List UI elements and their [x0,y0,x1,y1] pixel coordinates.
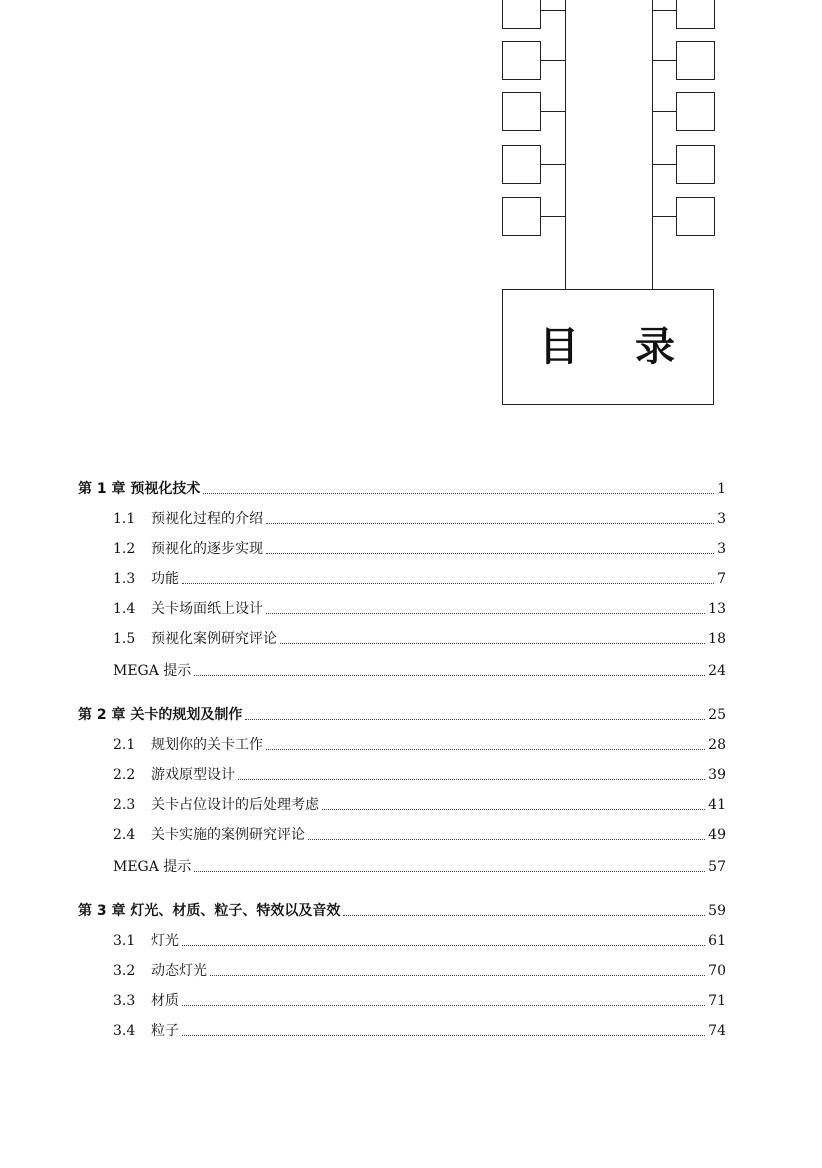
section-title: 关卡实施的案例研究评论 [151,827,305,843]
toc-section-entry [113,794,726,816]
dot-leader [343,915,705,916]
page-number: 74 [708,1023,726,1039]
dot-leader [266,523,714,524]
section-title: 预视化案例研究评论 [151,631,277,647]
section-number: 1.4 [113,601,136,617]
dot-leader [210,975,705,976]
section-title: 材质 [151,993,179,1009]
tree-box [502,145,541,184]
dot-leader [280,643,705,644]
page-number: 3 [717,511,726,527]
section-title: 关卡占位设计的后处理考虑 [151,797,319,813]
tree-box [676,92,715,131]
page-number: 59 [708,903,726,919]
decorative-tree [0,0,822,420]
tree-connector [541,111,566,112]
dot-leader [182,583,714,584]
page-number: 1 [717,481,726,497]
page-number: 7 [717,571,726,587]
tree-box [502,92,541,131]
section-title: MEGA 提示 [113,859,192,875]
tree-trunk-right [652,0,653,289]
toc-chapter-entry [78,478,726,500]
section-title: 预视化的逐步实现 [151,541,263,557]
section-number: 3.1 [113,933,136,949]
page-number: 49 [708,827,726,843]
toc-chapter-entry [78,704,726,726]
toc-section-entry [113,568,726,590]
dot-leader [182,1035,705,1036]
page-number: 18 [708,631,726,647]
page-number: 13 [708,601,726,617]
section-number: 1.3 [113,571,136,587]
tree-connector [652,60,676,61]
tree-connector [541,10,566,11]
toc-chapter-entry [78,900,726,922]
tree-connector [541,216,566,217]
toc-section-entry [113,1020,726,1042]
page-number: 24 [708,663,726,679]
dot-leader [238,779,705,780]
page-number: 28 [708,737,726,753]
tree-connector [541,60,566,61]
toc-title-box [502,289,714,405]
tree-box [502,197,541,236]
toc-section-entry [113,960,726,982]
toc-section-entry [113,660,726,682]
toc-section-entry [113,824,726,846]
tree-box [676,0,715,29]
toc-section-entry [113,990,726,1012]
title-char-1: 目 [539,324,579,370]
section-number: 3.2 [113,963,136,979]
section-number: 2.2 [113,767,136,783]
tree-box [502,0,541,29]
chapter-title: 第 2 章 关卡的规划及制作 [78,707,243,723]
section-title: 动态灯光 [151,963,207,979]
section-title: 关卡场面纸上设计 [151,601,263,617]
tree-connector [652,10,676,11]
toc-section-entry [113,930,726,952]
section-number: 3.3 [113,993,136,1009]
dot-leader [266,749,705,750]
tree-connector [652,111,676,112]
toc-section-entry [113,508,726,530]
tree-box [502,41,541,80]
section-number: 1.1 [113,511,136,527]
page-number: 3 [717,541,726,557]
dot-leader [266,613,705,614]
tree-box [676,41,715,80]
section-number: 2.4 [113,827,136,843]
section-title: 灯光 [151,933,179,949]
dot-leader [322,809,705,810]
toc-section-entry [113,734,726,756]
section-number: 2.3 [113,797,136,813]
toc-section-entry [113,856,726,878]
section-title: 游戏原型设计 [151,767,235,783]
page-number: 71 [708,993,726,1009]
dot-leader [266,553,714,554]
page-number: 39 [708,767,726,783]
section-title: 预视化过程的介绍 [151,511,263,527]
dot-leader [245,719,705,720]
tree-connector [652,164,676,165]
tree-connector [652,216,676,217]
dot-leader [182,945,705,946]
page-number: 41 [708,797,726,813]
section-title: 规划你的关卡工作 [151,737,263,753]
tree-box [676,145,715,184]
chapter-title: 第 1 章 预视化技术 [78,481,201,497]
tree-box [676,197,715,236]
toc-section-entry [113,628,726,650]
title-char-2: 录 [635,324,675,370]
dot-leader [194,675,705,676]
chapter-title: 第 3 章 灯光、材质、粒子、特效以及音效 [78,903,341,919]
dot-leader [308,839,705,840]
tree-connector [541,164,566,165]
section-number: 1.2 [113,541,136,557]
dot-leader [194,871,705,872]
page-number: 57 [708,859,726,875]
toc-section-entry [113,598,726,620]
section-number: 2.1 [113,737,136,753]
toc-section-entry [113,538,726,560]
page-number: 70 [708,963,726,979]
page-number: 61 [708,933,726,949]
page-number: 25 [708,707,726,723]
tree-trunk-left [565,0,566,289]
toc-section-entry [113,764,726,786]
section-title: MEGA 提示 [113,663,192,679]
section-number: 3.4 [113,1023,136,1039]
dot-leader [203,493,714,494]
section-number: 1.5 [113,631,136,647]
dot-leader [182,1005,705,1006]
section-title: 功能 [151,571,179,587]
section-title: 粒子 [151,1023,179,1039]
